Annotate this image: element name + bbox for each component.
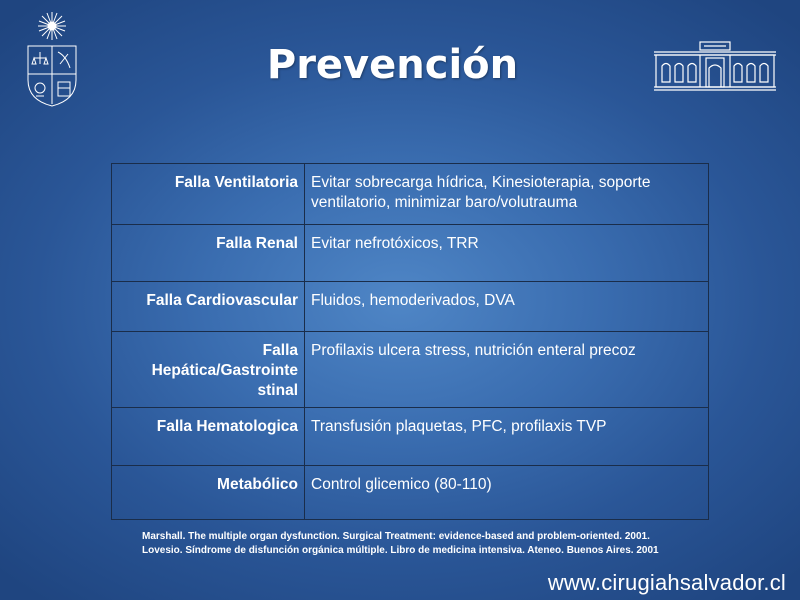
row-value: Profilaxis ulcera stress, nutrición enteral precoz	[305, 332, 709, 408]
table-row	[112, 408, 709, 466]
table-row	[112, 332, 709, 408]
prevention-table	[111, 163, 709, 520]
row-value: Transfusión plaquetas, PFC, profilaxis TVP	[305, 408, 709, 466]
table-row	[112, 225, 709, 282]
row-value: Control glicemico (80-110)	[305, 466, 709, 520]
row-label: Falla Hepática/Gastrointe stinal	[112, 332, 305, 408]
website-url: www.cirugiahsalvador.cl	[547, 570, 786, 595]
reference-item: Marshall. The multiple organ dysfunction. Surgical Treatment: evidence-based and problem-oriented. 2001.	[142, 531, 650, 542]
table-row	[112, 466, 709, 520]
slide-title: Prevención	[266, 42, 519, 88]
row-value: Fluidos, hemoderivados, DVA	[305, 282, 709, 332]
references	[142, 530, 742, 558]
row-label: Falla Cardiovascular	[112, 282, 305, 332]
row-label: Metabólico	[112, 466, 305, 520]
row-label: Falla Ventilatoria	[112, 164, 305, 225]
row-value: Evitar sobrecarga hídrica, Kinesioterapia, soporte ventilatorio, minimizar baro/volutrauma	[305, 164, 709, 225]
reference-item: Lovesio. Síndrome de disfunción orgánica múltiple. Libro de medicina intensiva. Ateneo. Buenos Aires. 2001	[142, 545, 659, 556]
row-label: Falla Renal	[112, 225, 305, 282]
table-row	[112, 282, 709, 332]
row-value: Evitar nefrotóxicos, TRR	[305, 225, 709, 282]
row-label: Falla Hematologica	[112, 408, 305, 466]
table-row	[112, 164, 709, 225]
